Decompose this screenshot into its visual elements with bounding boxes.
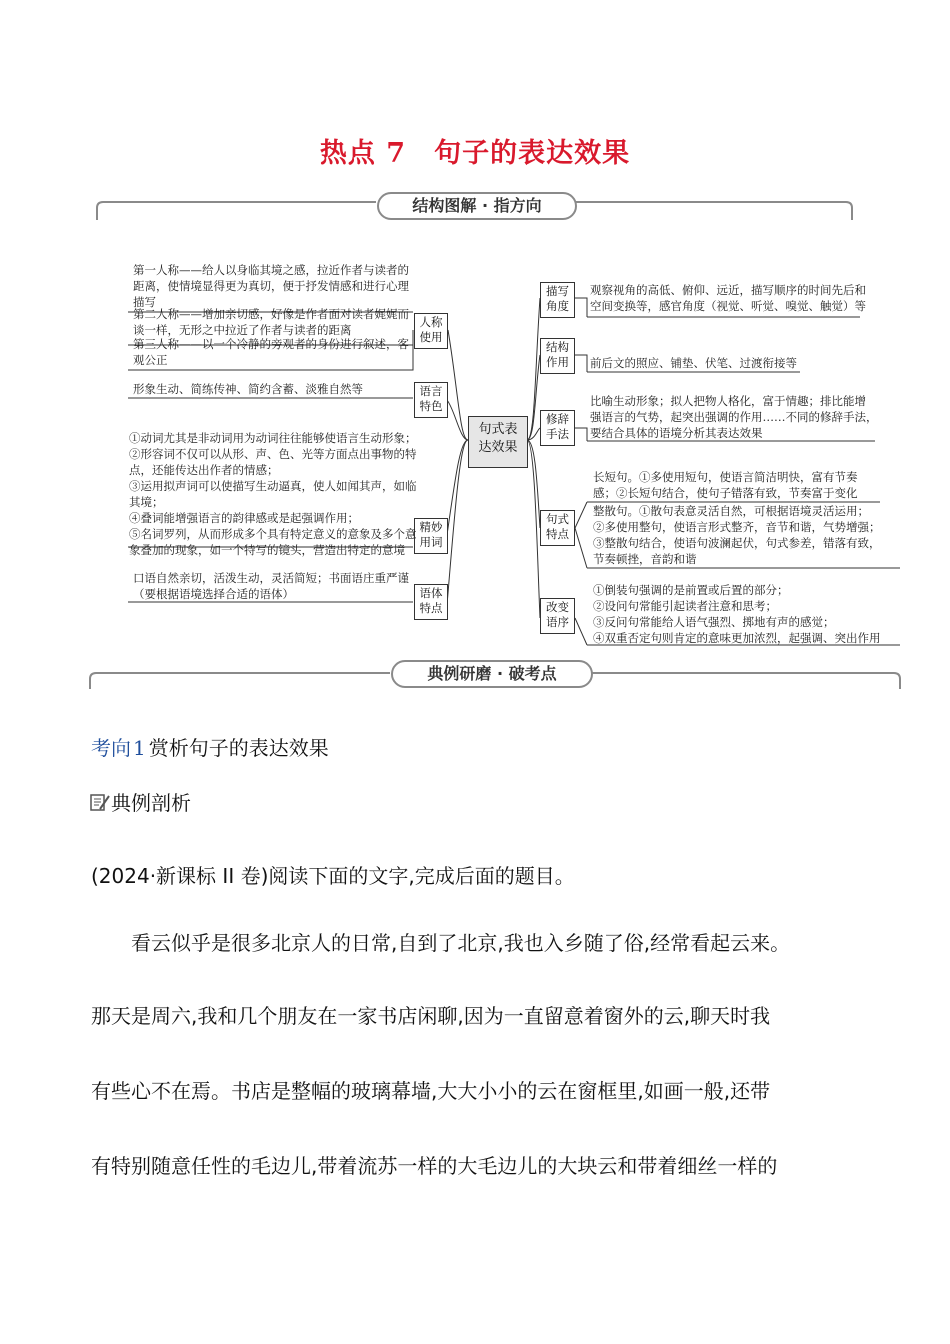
node-rhetoric: 修辞 手法 (540, 410, 575, 446)
wording-text: ①动词尤其是非动词用为动词往往能够使语言生动形象； ②形容词不仅可以从形、声、色、光等方面点出事物的特 点，还能传达出作者的情感； ③运用拟声词可以使描写生动逼真，使人如闻其声，如临其境； ④叠词能增强语言的韵律感或是起强调作用； ⑤名词罗列，从而形成多个具有特定意义的意象及多个意 象叠加的现象，如一个特写的镜头，营造出特定的意境 (129, 431, 417, 557)
angle-text: 观察视角的高低、俯仰、远近，描写顺序的时间先后和 空间变换等，感官角度（视觉、听觉、嗅觉、触觉）等 (590, 283, 866, 313)
node-language: 语言 特色 (414, 382, 448, 418)
passage-line-4: 有特别随意任性的毛边儿,带着流苏一样的大毛边儿的大块云和带着细丝一样的 (91, 1154, 778, 1178)
whole-loose-text: 整散句。①散句表意灵活自然，可根据语境灵活运用； ②多使用整句，使语言形式整齐，音节和谐，气势增强； ③整散句结合，使语句波澜起伏，句式参差，错落有致， 节奏顿挫，音韵和谐 (593, 504, 881, 566)
page-title: 热点 7 句子的表达效果 (319, 138, 631, 169)
language-text: 形象生动、简练传神、简约含蓄、淡雅自然等 (133, 382, 363, 396)
example-heading (89, 787, 191, 816)
section-heading (91, 732, 329, 761)
person-third: 第三人称——以一个冷静的旁观者的身份进行叙述，客 观公正 (133, 337, 409, 367)
node-order: 改变 语序 (540, 598, 575, 634)
notebook-pen-icon (89, 792, 111, 812)
person-first: 第一人称——给人以身临其境之感，拉近作者与读者的 距离，使情境显得更为真切，便于抒发情感和进行心理 描写 (133, 263, 409, 309)
rhetoric-text: 比喻生动形象；拟人把物人格化，富于情趣；排比能增 强语言的气势，起突出强调的作用……不同的修辞手法， 要结合具体的语境分析其表达效果 (590, 394, 878, 440)
register-text: 口语自然亲切，活泼生动，灵活简短；书面语庄重严谨 （要根据语境选择合适的语体） (133, 571, 409, 601)
banner-structure: 结构图解 · 指方向 (377, 192, 577, 220)
banner-examples: 典例研磨 · 破考点 (391, 660, 593, 688)
node-register: 语体 特点 (414, 584, 448, 620)
passage-line-2: 那天是周六,我和几个朋友在一家书店闲聊,因为一直留意着窗外的云,聊天时我 (91, 1004, 771, 1028)
example-label: 典例剖析 (111, 791, 191, 815)
node-angle: 描写 角度 (540, 282, 575, 318)
structure-text: 前后文的照应、铺垫、伏笔、过渡衔接等 (590, 356, 797, 370)
node-sentence: 句式 特点 (540, 510, 575, 546)
long-short-text: 长短句。①多使用短句，使语言简洁明快，富有节奏 感；②长短句结合，使句子错落有致，节奏富于变化 (593, 470, 858, 500)
section-number: 1 (133, 736, 146, 760)
section-prefix: 考向 (91, 736, 131, 760)
section-text: 赏析句子的表达效果 (148, 736, 329, 760)
order-text: ①倒装句强调的是前置或后置的部分； ②设问句常能引起读者注意和思考； ③反问句常能给人语气强烈、掷地有声的感觉； ④双重否定句则肯定的意味更加浓烈，起强调、突出作用 (593, 583, 881, 645)
node-wording: 精妙 用词 (414, 518, 448, 554)
node-structure: 结构 作用 (540, 338, 575, 374)
source-line: (2024·新课标 II 卷)阅读下面的文字,完成后面的题目。 (91, 864, 575, 888)
person-second: 第二人称——增加亲切感，好像是作者面对读者娓娓而 谈一样，无形之中拉近了作者与读者的距离 (133, 307, 409, 337)
passage-line-1: 看云似乎是很多北京人的日常,自到了北京,我也入乡随了俗,经常看起云来。 (91, 931, 791, 955)
passage-line-3: 有些心不在焉。书店是整幅的玻璃幕墙,大大小小的云在窗框里,如画一般,还带 (91, 1079, 771, 1103)
center-node: 句式表 达效果 (468, 416, 528, 468)
node-person: 人称 使用 (414, 313, 448, 349)
